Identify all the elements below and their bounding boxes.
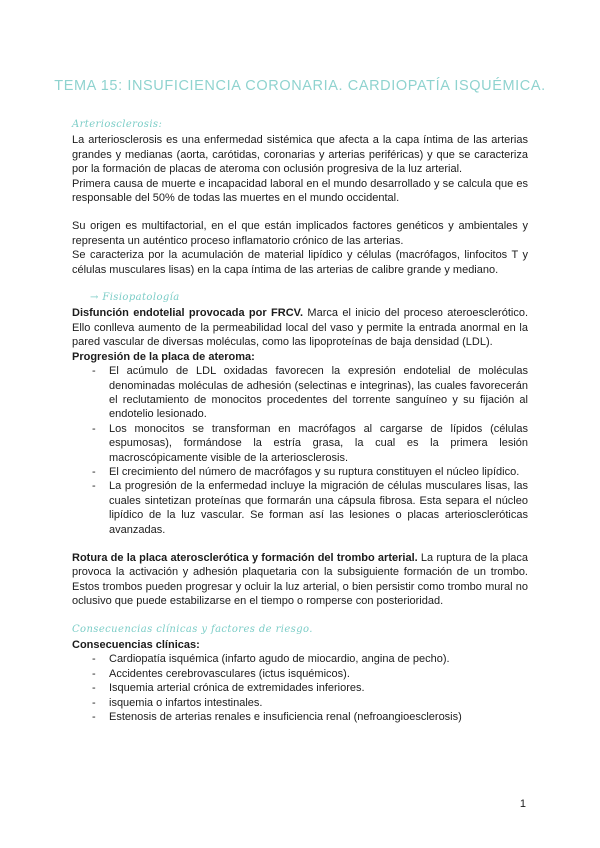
bold-lead: Rotura de la placa aterosclerótica y formación del trombo arterial.: [72, 551, 418, 564]
subheading-progresion: Progresión de la placa de ateroma:: [72, 350, 255, 363]
subsection-heading-fisiopatologia: → Fisiopatología: [90, 292, 180, 304]
list-item: - Los monocitos se transforman en macrófagos al cargarse de lípidos (células espumosas), formándose la estría grasa, la cual es la primera lesión macroscópicamente visible de la arteriosclerosis.: [72, 422, 528, 465]
paragraph-text: Marca el inicio del proceso ateroesclerótico. Ello conlleva aumento de la permeabilidad local del vaso y permite la entrada anormal en la pared vascular de diversas moléculas, como las lipoproteínas de baja densidad (LDL).: [72, 307, 528, 349]
page-number: 1: [519, 798, 526, 810]
subheading-consecuencias: Consecuencias clínicas:: [72, 639, 200, 651]
list-item: - La progresión de la enfermedad incluye la migración de células musculares lisas, las cuales sintetizan proteínas que formarán una cápsula fibrosa. Esta separa el núcleo lipídico de la luz vascular. Se forman así las lesiones o placas arterioscleróticas avanzadas.: [72, 479, 528, 537]
page-title: TEMA 15: INSUFICIENCIA CORONARIA. CARDIOPATÍA ISQUÉMICA.: [54, 78, 546, 94]
paragraph: Se caracteriza por la acumulación de material lipídico y células (macrófagos, linfocitos T y células musculares lisas) en la capa íntima de las arterias de calibre grande y mediano.: [72, 249, 528, 276]
paragraph: La arteriosclerosis es una enfermedad sistémica que afecta a la capa íntima de las arterias grandes y medianas (aorta, carótidas, coronarias y arterias periféricas) y que se caracteriza por la formación de placas de ateroma con oclusión progresiva de la luz arterial.: [72, 134, 528, 176]
list-item: - Estenosis de arterias renales e insuficiencia renal (nefroangioesclerosis): [72, 710, 528, 724]
list-consecuencias: [72, 652, 528, 724]
list-item: - Isquemia arterial crónica de extremidades inferiores.: [72, 681, 528, 695]
list-item: - isquemia o infartos intestinales.: [72, 696, 528, 710]
section-heading-arteriosclerosis: Arteriosclerosis:: [72, 119, 163, 130]
list-item: - El acúmulo de LDL oxidadas favorecen la expresión endotelial de moléculas denominadas moléculas de adhesión (selectinas e integrinas), las cuales favorecerán el reclutamiento de monocitos procedentes del torrente sanguíneo y su fijación al endotelio lesionado.: [72, 364, 528, 422]
document-body: [72, 118, 528, 724]
paragraph: Su origen es multifactorial, en el que están implicados factores genéticos y ambientales y representa un auténtico proceso inflamatorio crónico de las arterias.: [72, 220, 528, 247]
paragraph-text: La ruptura de la placa provoca la activación y adhesión plaquetaria con la subsiguiente formación de un trombo. Estos trombos pueden progresar y ocluir la luz arterial, o bien persistir como trombo mural no oclusivo que puede estabilizarse en el tiempo o romperse con posterioridad.: [72, 551, 528, 608]
list-progresion: [72, 364, 528, 537]
list-item: - Cardiopatía isquémica (infarto agudo de miocardio, angina de pecho).: [72, 652, 528, 666]
list-item: - El crecimiento del número de macrófagos y su ruptura constituyen el núcleo lipídico.: [72, 465, 528, 479]
paragraph: Primera causa de muerte e incapacidad laboral en el mundo desarrollado y se calcula que es responsable del 50% de todas las muertes en el mundo occidental.: [72, 177, 528, 205]
bold-lead: Disfunción endotelial provocada por FRCV.: [72, 307, 304, 320]
paragraph-rotura: [72, 551, 528, 609]
list-item: - Accidentes cerebrovasculares (ictus isquémicos).: [72, 667, 528, 681]
section-heading-consecuencias: Consecuencias clínicas y factores de riesgo.: [72, 623, 313, 635]
paragraph-disfuncion: [72, 306, 528, 349]
